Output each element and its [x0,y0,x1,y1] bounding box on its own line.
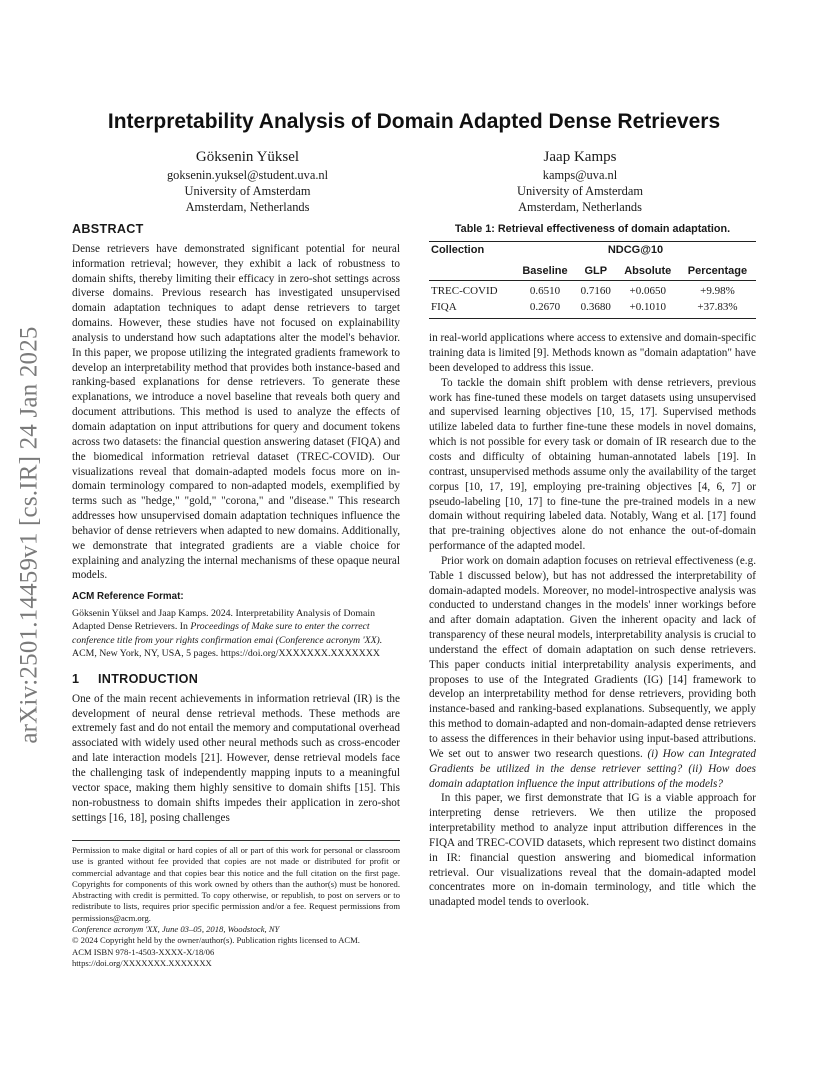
section-number: 1 [72,671,80,686]
conference-line: Conference acronym 'XX, June 03–05, 2018, Woodstock, NY [72,924,280,935]
cell-glp: 0.3680 [575,299,617,318]
author-name: Jaap Kamps [543,149,617,165]
table-caption: Table 1: Retrieval effectiveness of domain adaptation. [454,223,731,235]
section-title: INTRODUCTION [98,671,199,686]
paper-title: Interpretability Analysis of Domain Adapted Dense Retrievers [107,110,721,133]
author-email[interactable]: goksenin.yuksel@student.uva.nl [166,168,329,182]
cell-collection: FIQA [429,299,515,318]
introduction-paragraph-5: In this paper, we first demonstrate that IG is a viable approach for interpreting dense retrievers. We then utilize the proposed interpretability method to analyze input attribution differences in the FIQA and TREC-COVID datasets, which represent two distinct domains in IR: financial question answering and biomedical information retrieval. Our visualizations reveal that the domain-adapted model concentrates more on in-domain terminology, and title which the unadapted model tends to overlook. [429,792,756,909]
abstract-heading: ABSTRACT [72,222,144,236]
results-table [429,241,756,319]
author-name: Göksenin Yüksel [195,149,300,165]
introduction-heading [72,672,400,687]
cell-absolute: +0.1010 [617,299,679,318]
doi-link[interactable]: https://doi.org/XXXXXXX.XXXXXXX [72,957,212,968]
cell-baseline: 0.6510 [529,284,561,297]
acm-reference-heading: ACM Reference Format: [72,591,184,603]
isbn-line: ACM ISBN 978-1-4503-XXXX-X/18/06 [72,946,215,957]
permission-text: Permission to make digital or hard copies of all or part of this work for personal or classroom use is granted without fee provided that copies are not made or distributed for profit or commercial advantage and that copies bear this notice and the full citation on the first page. Copyrights for components of this work owned by others than the author(s) must be honored. Abstracting with credit is permitted. To copy otherwise, or republish, to post on servers or to redistribute to lists, requires prior specific permission and/or a fee. Request permissions from permissions@acm.org. [72,845,400,923]
research-questions: (i) How can Integrated Gradients be utilized in the dense retriever setting? (ii) How does domain adaptation influence the input attributions of the models? [429,747,757,790]
paragraph-text: Prior work on domain adaption focuses on retrieval effectiveness (e.g. Table 1 discussed below), but has not addressed the interpretability of domain-adapted models. Moreover, no model-introspective analysis was conducted to understand changes in the models' inner workings before and after domain adaptation. Given the inherent opacity and lack of transparency of these neural models, interpretability analysis is crucial to understand the effect of domain adaptation on such dense retrievers. This paper conducts initial interpretability analysis experiments, and proposes to use of the Integrated Gradients (IG) [14] framework to develop an interpretability method for dense retrievers, providing both instance-based and ranking-based explanations. Subsequently, we apply this method to domain-adapted and non-domain-adapted dense retrievers to assess the differences in their behavior using input-based attributions. We set out to answer two research questions. [429,554,756,760]
acm-reference-part2: ACM, New York, NY, USA, 5 pages. https://doi.org/XXXXXXX.XXXXXXX [72,647,380,659]
acm-reference-part1: Göksenin Yüksel and Jaap Kamps. 2024. Interpretability Analysis of Domain Adapted Dense Retrievers. In [72,608,376,633]
right-column [429,222,756,910]
cell-percentage: +37.83% [679,299,756,318]
table-subheader-row [429,259,756,280]
cell-collection: TREC-COVID [431,284,498,297]
author-affiliation: University of Amsterdam [184,184,311,198]
cell-percentage: +9.98% [700,284,735,297]
abstract-text: Dense retrievers have demonstrated significant potential for neural information retrieval; however, they exhibit a lack of robustness to domain shifts, thereby limiting their efficacy in zero-shot settings across diverse domains. Previous research has investigated unsupervised domain adaptation techniques to adapt dense retrievers to target domains. However, these studies have not focused on explainability analysis to understand how such adaptations alter the model's behavior. In this paper, we propose utilizing the integrated gradients framework to develop an interpretability method that provides both instance-based and ranking-based explanations for dense retrievers. To generate these explanations, we introduce a novel baseline that reveals both query and document attributions. This method is used to analyze the effects of domain adaptation on input attributions for query and document tokens across two datasets: the financial question answering dataset (FIQA) and the biomedical information retrieval dataset (TREC-COVID). Our visualizations reveal that domain-adapted models focus more on in-domain terminology compared to non-adapted models, exemplified by terms such as "hedge," "gold," "corona," and "disease." This research addresses how unsupervised domain adaptation techniques influence the behavior of dense retrievers when adapted to new domains. Additionally, we demonstrate that integrated gradients are a viable choice for explaining and analyzing the internal mechanisms of these opaque neural models. [72,242,400,582]
author-location: Amsterdam, Netherlands [518,200,642,214]
arxiv-stamp-text: arXiv:2501.14459v1 [cs.IR] 24 Jan 2025 [16,326,43,744]
header-collection: Collection [429,241,515,258]
column-header: Percentage [679,259,756,280]
table-row [429,299,756,318]
table-header-row [429,241,756,258]
column-header: Baseline [515,259,575,280]
introduction-paragraph-4 [429,554,756,792]
column-header: Absolute [617,259,679,280]
column-header: GLP [575,259,617,280]
copyright-line: © 2024 Copyright held by the owner/author(s). Publication rights licensed to ACM. [72,935,360,946]
cell-baseline: 0.2670 [515,299,575,318]
table-row [429,280,756,299]
introduction-paragraph-3: To tackle the domain shift problem with dense retrievers, previous work has fine-tuned these models on target datasets using unsupervised and supervised learning objectives [10, 15, 17]. Supervised methods utilize labeled data to further fine-tune these models in novel domains, which is not possible for every task or domain of IR research due to the costs and difficulty of obtaining human-annotated labels [19]. In contrast, unsupervised methods assume only the availability of the target corpus [10, 17, 19], employing pre-training objectives [4, 6, 7] or pseudo-labeling [10, 17] to fine-tune the pre-trained models in a new domain without requiring labeled data. Notably, Wang et al. [17] found that pre-training objectives alone do not enhance the out-of-domain performance of the adapted model. [429,376,756,553]
introduction-paragraph-1: One of the main recent achievements in information retrieval (IR) is the development of neural dense retrieval methods. These methods are extremely fast and do not entail the memory and computational overhead associated with widely used other neural methods such as cross-encoder and late interaction models [21]. However, dense retrieval models face the challenging task of independently mapping inputs to a meaningful vector space, making them highly sensitive to domain shifts [15]. This non-robustness to domain shifts impedes their application in zero-shot settings [16, 18], posing challenges [72,692,400,824]
acm-reference-venue: Proceedings of Make sure to enter the correct conference title from your rights confirmation emai (Conference acronym 'XX). [72,621,383,646]
author-affiliation: University of Amsterdam [517,184,643,198]
acm-reference-text [72,607,400,660]
header-ndcg: NDCG@10 [515,241,756,258]
permission-footnote [72,840,400,969]
cell-absolute: +0.0650 [629,284,666,297]
arxiv-identifier-stamp [4,300,56,770]
introduction-paragraph-2: in real-world applications where access to extensive and domain-specific training data is limited [9]. Methods known as "domain adaptation" have been developed to address this issue. [429,332,756,374]
left-column [72,222,400,825]
author-email[interactable]: kamps@uva.nl [542,168,618,182]
cell-glp: 0.7160 [580,284,611,297]
author-location: Amsterdam, Netherlands [185,200,310,214]
author-block-2 [455,147,705,215]
author-block-1 [120,147,375,215]
